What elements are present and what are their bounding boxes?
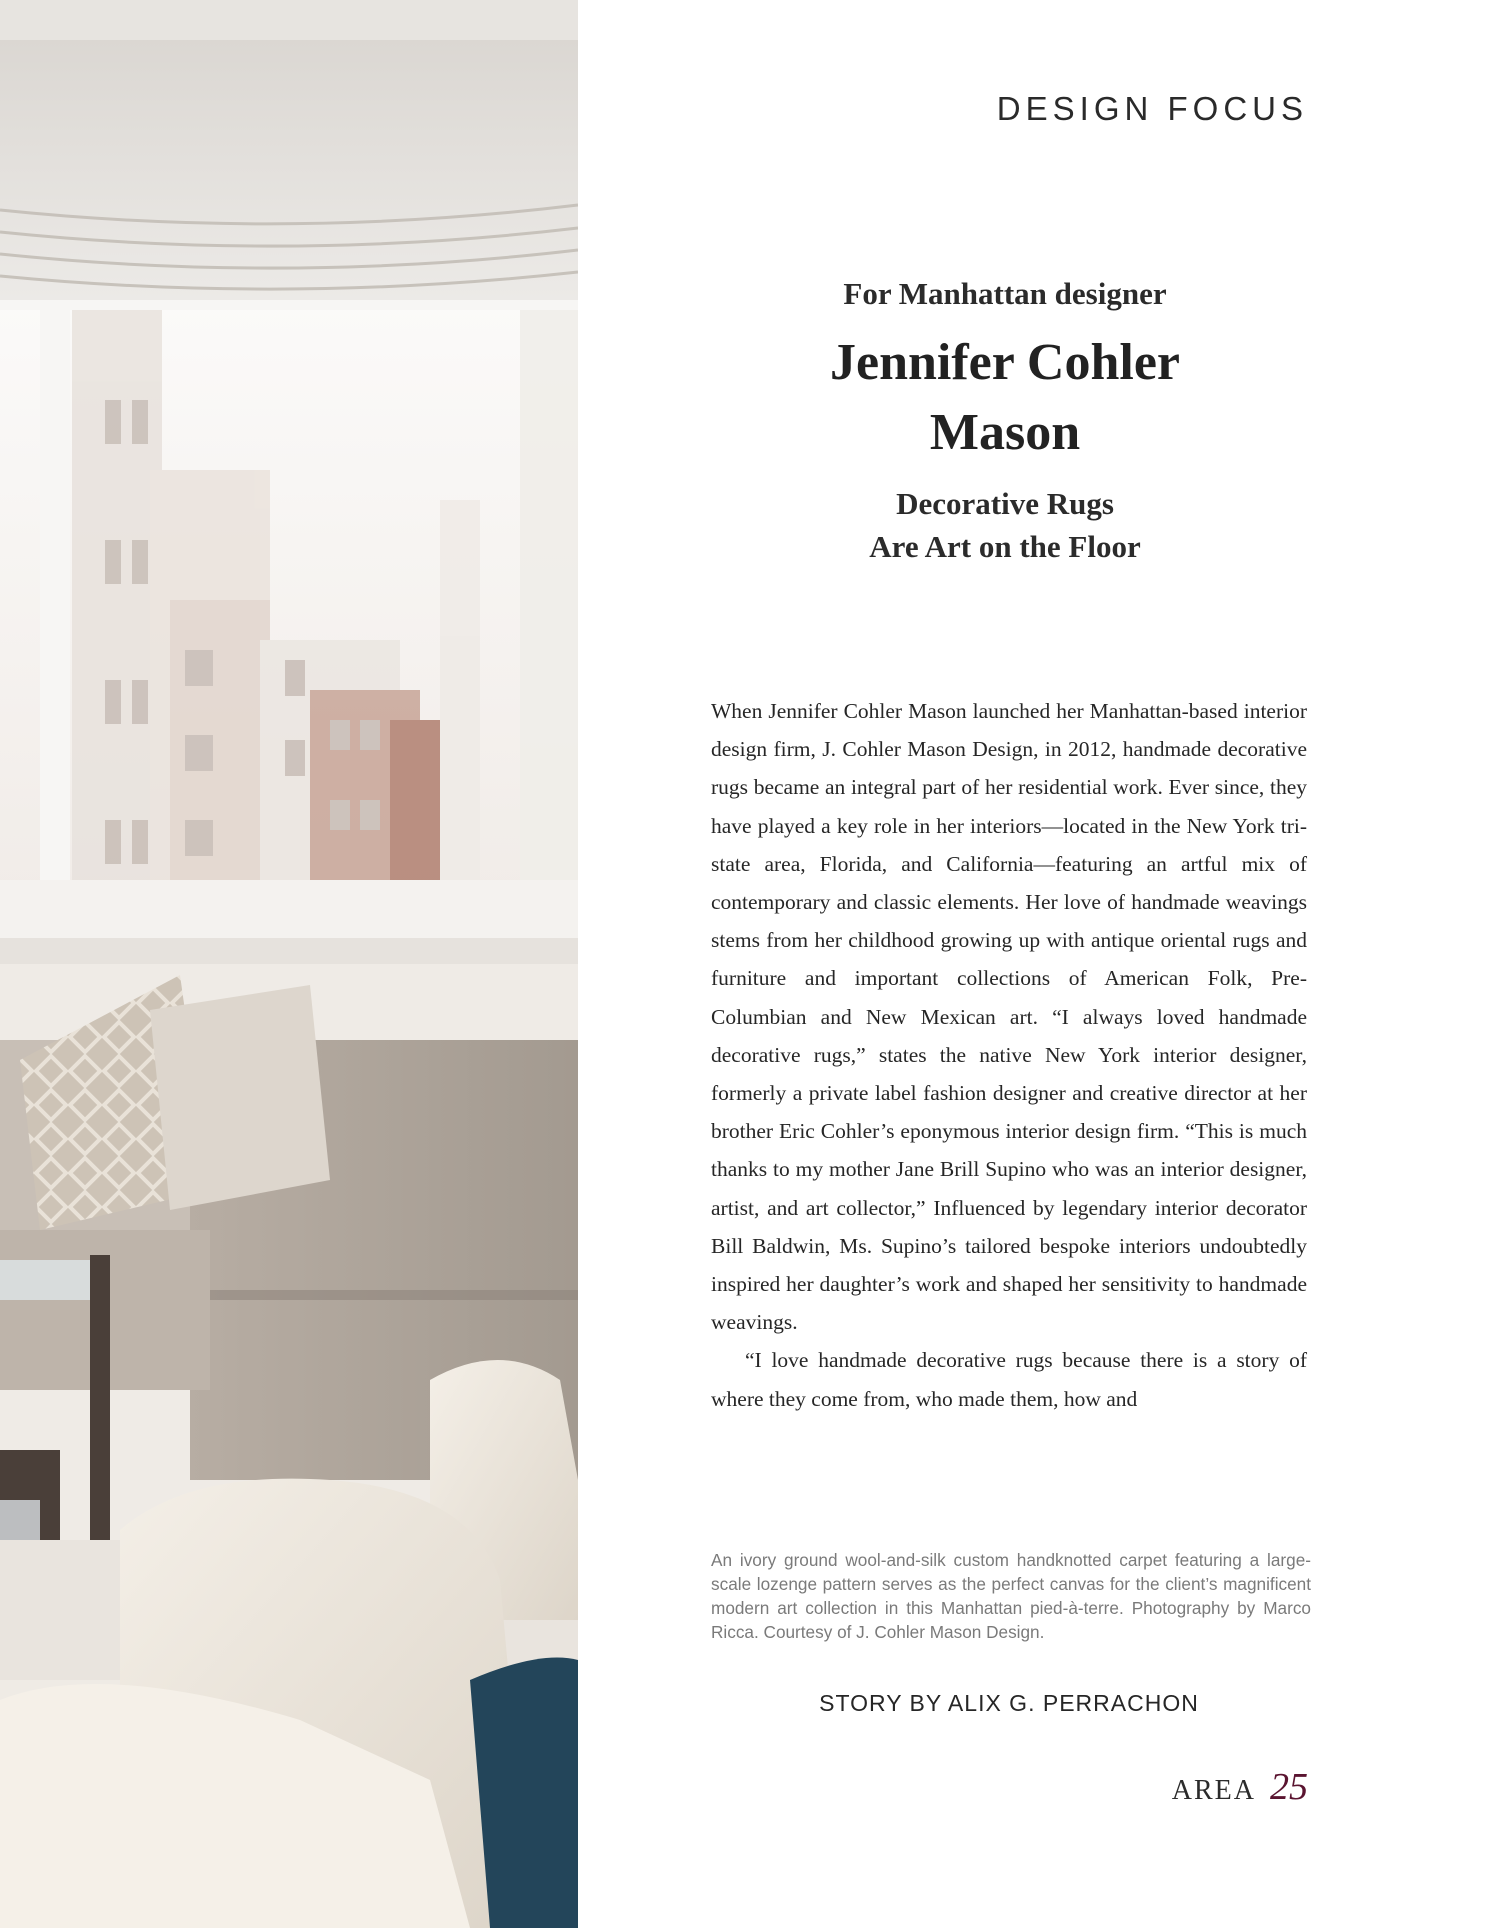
article-body xyxy=(711,692,1307,1418)
body-paragraph-1: When Jennifer Cohler Mason launched her Manhattan-based interior design firm, J. Cohler Mason Design, in 2012, handmade decorative rugs became an integral part of her residential work. Ever since, they have played a key role in her interiors—located in the New York tri-state area, Florida, and California—featuring an artful mix of contemporary and classic elements. Her love of handmade weavings stems from her childhood growing up with antique oriental rugs and furniture and important collections of American Folk, Pre-Columbian and New Mexican art. “I always loved handmade decorative rugs,” states the native New York interior designer, formerly a private label fashion designer and creative director at her brother Eric Cohler’s eponymous interior design firm. “This is much thanks to my mother Jane Brill Supino who was an interior designer, artist, and art collector,” Influenced by legendary interior decorator Bill Baldwin, Ms. Supino’s tailored bespoke interiors undoubtedly inspired her daughter’s work and shaped her sensitivity to handmade weavings. xyxy=(711,699,1307,1335)
headline xyxy=(760,328,1250,468)
deck-line-1: Decorative Rugs xyxy=(896,486,1114,521)
body-paragraph-2: “I love handmade decorative rugs because there is a story of where they come from, who made them, how and xyxy=(711,1348,1307,1411)
page-number: 25 xyxy=(1270,1766,1308,1808)
title-kicker: For Manhattan designer xyxy=(843,276,1167,311)
magazine-name: AREA xyxy=(1171,1775,1256,1806)
headline-line-1: Jennifer Cohler xyxy=(830,334,1180,391)
deck xyxy=(760,482,1250,568)
deck-line-2: Are Art on the Floor xyxy=(869,529,1141,564)
section-label: DESIGN FOCUS xyxy=(996,90,1308,127)
headline-line-2: Mason xyxy=(929,404,1081,461)
article-title-block xyxy=(760,270,1250,568)
story-byline: STORY BY ALIX G. PERRACHON xyxy=(819,1690,1199,1716)
living-room-illustration xyxy=(0,0,578,1928)
interior-photo xyxy=(0,0,578,1928)
photo-caption: An ivory ground wool-and-silk custom handknotted carpet featuring a large-scale lozenge pattern serves as the perfect canvas for the client’s magnificent modern art collection in this Manhattan pied-à-terre. Photography by Marco Ricca. Courtesy of J. Cohler Mason Design. xyxy=(711,1550,1311,1642)
page-folio xyxy=(1172,1765,1308,1809)
